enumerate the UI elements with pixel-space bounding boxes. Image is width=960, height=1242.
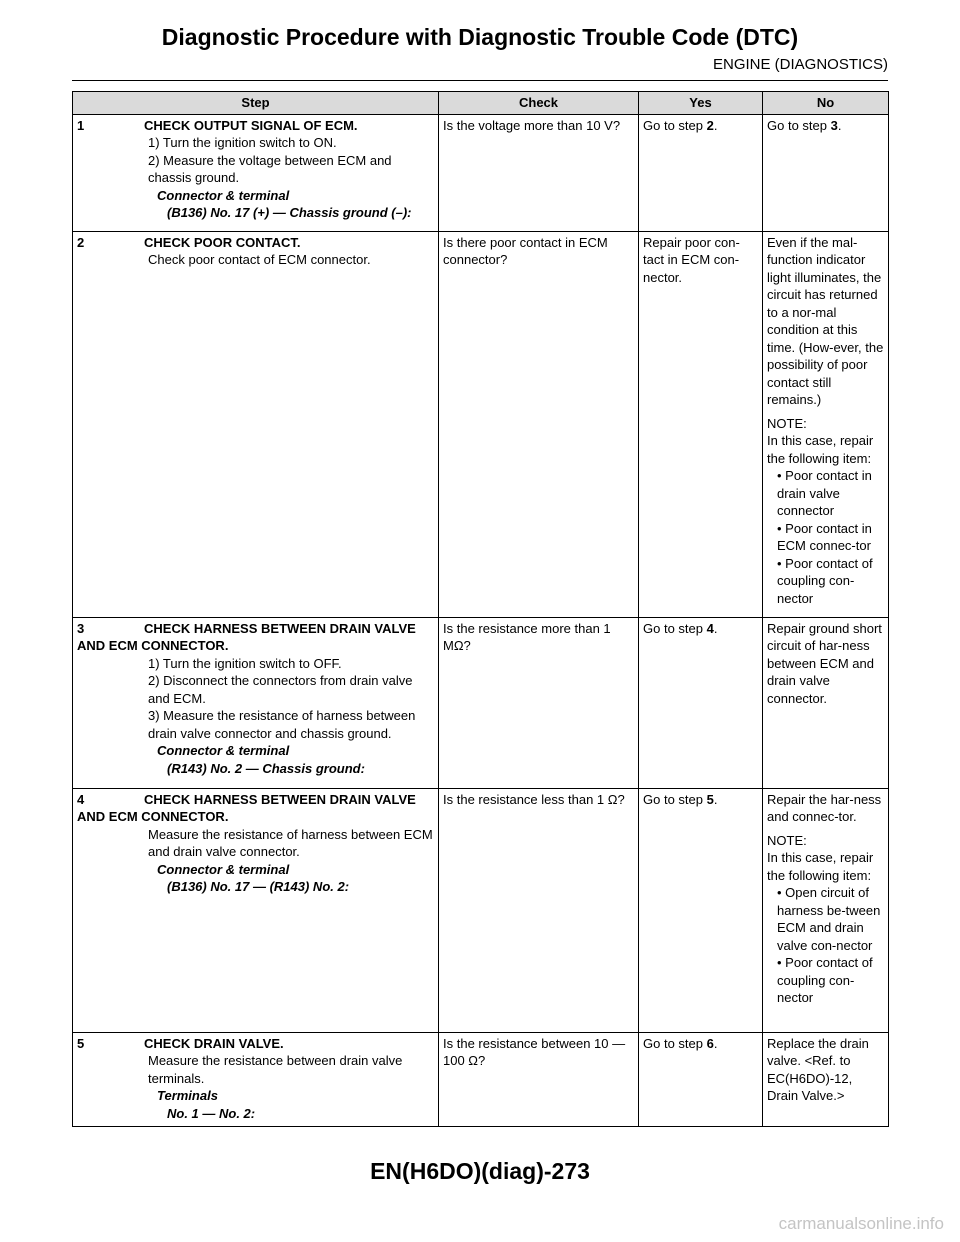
yes-step-link[interactable]: 4 (706, 620, 714, 636)
yes-cell: Repair poor con-tact in ECM con-nector. (639, 231, 763, 617)
table-row (73, 617, 889, 788)
yes-cell (639, 114, 763, 231)
step-instruction: Measure the resistance between drain valve terminals. (148, 1053, 403, 1086)
page-title: Diagnostic Procedure with Diagnostic Trouble Code (DTC) (161, 24, 799, 50)
step-title: CHECK HARNESS BETWEEN DRAIN VALVE AND ECM CONNECTOR. (77, 620, 416, 653)
diagnostic-table (72, 91, 889, 1127)
step-instruction: 3) Measure the resistance of harness between drain valve connector and chassis ground. (148, 708, 416, 741)
step-instruction: 2) Disconnect the connectors from drain valve and ECM. (148, 673, 413, 706)
terminals-spec: No. 1 — No. 2: (167, 1105, 256, 1121)
table-header-row (73, 92, 889, 115)
step-title: CHECK HARNESS BETWEEN DRAIN VALVE AND ECM CONNECTOR. (77, 791, 416, 824)
yes-text: Go to step (643, 117, 707, 133)
note-label: NOTE: (767, 415, 807, 431)
watermark: carmanualsonline.info (778, 1214, 944, 1233)
step-cell (73, 231, 439, 617)
column-header-yes: Yes (639, 92, 763, 115)
connector-spec: (R143) No. 2 — Chassis ground: (167, 760, 365, 776)
no-suffix: . (837, 117, 842, 133)
check-cell: Is the voltage more than 10 V? (439, 114, 639, 231)
step-number: 5 (77, 1035, 85, 1051)
yes-step-link[interactable]: 5 (706, 791, 714, 807)
column-header-step: Step (73, 92, 439, 115)
step-cell (73, 788, 439, 1032)
yes-text: Go to step (643, 791, 707, 807)
step-heading (77, 791, 434, 826)
column-header-no: No (763, 92, 889, 115)
step-cell (73, 617, 439, 788)
step-title: CHECK OUTPUT SIGNAL OF ECM. (144, 117, 358, 133)
connector-label: Connector & terminal (157, 743, 290, 758)
step-number: 3 (77, 620, 85, 636)
step-cell (73, 1032, 439, 1127)
yes-cell (639, 617, 763, 788)
check-cell: Is the resistance more than 1 MΩ? (439, 617, 639, 788)
check-cell: Is the resistance less than 1 Ω? (439, 788, 639, 1032)
step-number: 2 (77, 234, 85, 250)
note-bullet: • Open circuit of harness be-tween ECM and drain valve con-nector (777, 885, 881, 953)
step-title: CHECK POOR CONTACT. (144, 234, 301, 250)
note-text: In this case, repair the following item: (767, 433, 874, 466)
no-cell: Replace the drain valve. <Ref. to EC(H6DO)-12, Drain Valve.> (763, 1032, 889, 1127)
no-cell (763, 788, 889, 1032)
note-bullet: • Poor contact in ECM connec-tor (777, 520, 872, 553)
page-footer-id: EN(H6DO)(diag)-273 (370, 1158, 590, 1184)
no-text: Even if the mal-function indicator light illuminates, the circuit has returned to a nor-mal condition at this time. (How-ever, the possibility of poor contact still remains.) (767, 234, 884, 407)
table-row (73, 114, 889, 231)
check-cell: Is the resistance between 10 — 100 Ω? (439, 1032, 639, 1127)
note-bullet: • Poor contact of coupling con-nector (777, 955, 873, 1005)
table-row (73, 1032, 889, 1127)
step-instruction: Check poor contact of ECM connector. (148, 252, 371, 267)
table-row (73, 231, 889, 617)
yes-step-link[interactable]: 6 (706, 1035, 714, 1051)
connector-spec: (B136) No. 17 (+) — Chassis ground (–): (167, 205, 412, 220)
no-text: Repair the har-ness and connec-tor. (767, 791, 882, 824)
no-cell (763, 114, 889, 231)
step-instruction: 1) Turn the ignition switch to OFF. (148, 655, 342, 671)
no-cell: Repair ground short circuit of har-ness between ECM and drain valve connector. (763, 617, 889, 788)
yes-cell (639, 1032, 763, 1127)
yes-text: Go to step (643, 1035, 707, 1051)
yes-suffix: . (713, 620, 718, 636)
connector-spec: (B136) No. 17 — (R143) No. 2: (167, 879, 350, 894)
step-heading (77, 234, 434, 252)
step-cell (73, 114, 439, 231)
no-text: Go to step (767, 117, 831, 133)
yes-cell (639, 788, 763, 1032)
step-instruction: 2) Measure the voltage between ECM and chassis ground. (148, 152, 392, 185)
yes-suffix: . (713, 1035, 718, 1051)
terminals-label: Terminals (157, 1088, 218, 1103)
note-bullet: • Poor contact of coupling con-nector (777, 555, 873, 606)
note-bullet: • Poor contact in drain valve connector (777, 468, 872, 518)
step-heading (77, 1035, 434, 1053)
yes-step-link[interactable]: 2 (706, 117, 714, 133)
yes-text: Go to step (643, 620, 707, 636)
table-row (73, 788, 889, 1032)
step-instruction: Measure the resistance of harness between ECM and drain valve connector. (148, 826, 433, 859)
header-rule (72, 80, 888, 81)
step-heading (77, 620, 434, 655)
no-cell (763, 231, 889, 617)
step-number: 1 (77, 117, 85, 133)
step-number: 4 (77, 791, 85, 807)
note-text: In this case, repair the following item: (767, 850, 874, 883)
section-title: ENGINE (DIAGNOSTICS) (712, 56, 888, 73)
step-instruction: 1) Turn the ignition switch to ON. (148, 135, 337, 150)
connector-label: Connector & terminal (157, 861, 290, 877)
note-label: NOTE: (767, 832, 807, 848)
yes-suffix: . (713, 791, 718, 807)
check-cell: Is there poor contact in ECM connector? (439, 231, 639, 617)
connector-label: Connector & terminal (157, 187, 290, 203)
column-header-check: Check (439, 92, 639, 115)
step-heading (77, 117, 434, 135)
step-title: CHECK DRAIN VALVE. (144, 1035, 284, 1051)
no-step-link[interactable]: 3 (830, 117, 838, 133)
yes-suffix: . (713, 117, 718, 133)
